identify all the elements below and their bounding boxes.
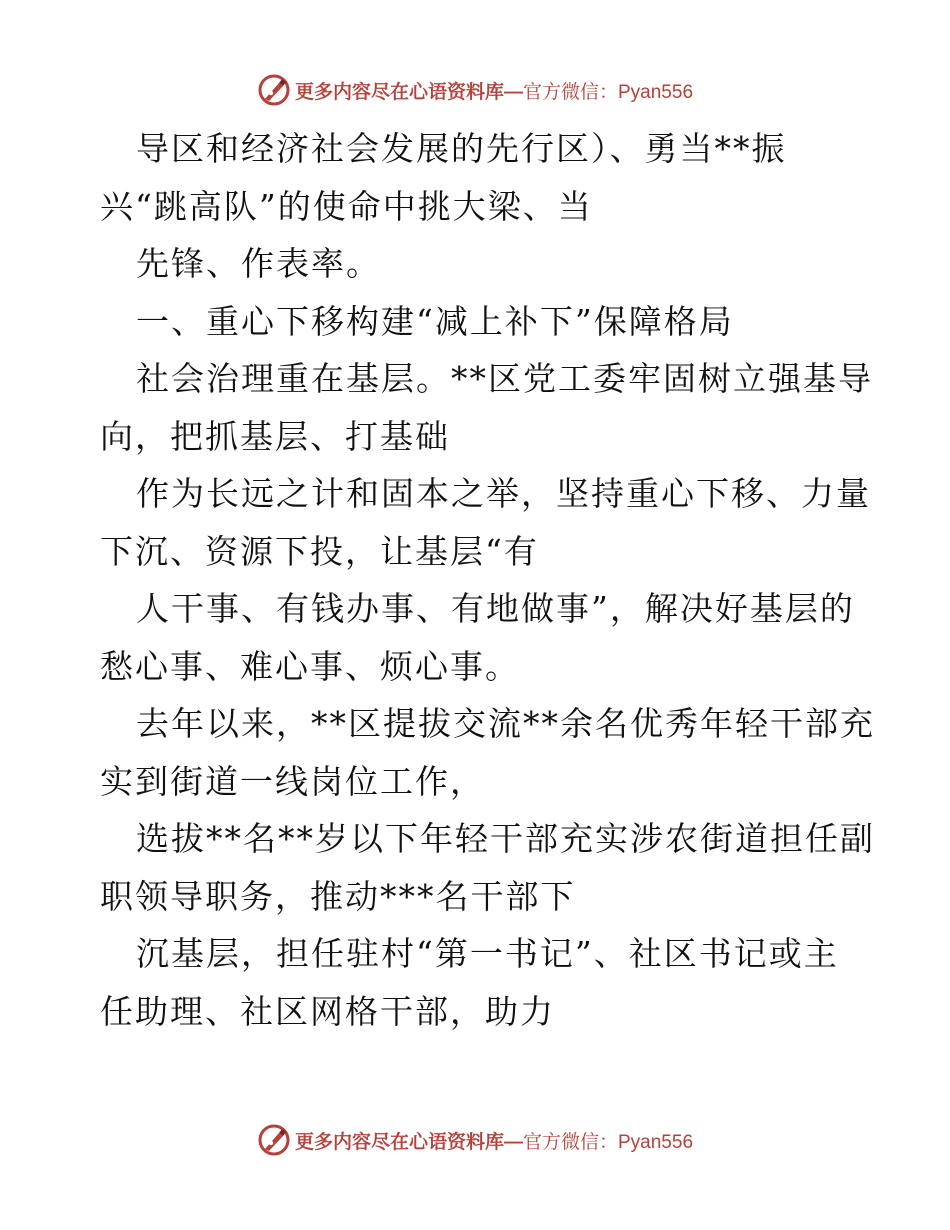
text-line: 向，把抓基层、打基础: [100, 416, 450, 456]
text-line: 实到街道一线岗位工作，: [100, 761, 485, 801]
text-line: 导区和经济社会发展的先行区）、勇当**振: [136, 129, 787, 168]
text-line: 选拔**名**岁以下年轻干部充实涉农街道担任副: [136, 819, 875, 858]
text-line: 一、重心下移构建“减上补下”保障格局: [136, 301, 734, 341]
watermark-text: 更多内容尽在心语资料库—官方微信：Pyan556: [294, 1131, 694, 1153]
text-line: 先锋、作表率。: [136, 244, 381, 283]
text-line: 任助理、社区网格干部，助力: [100, 991, 555, 1031]
text-line: 愁心事、难心事、烦心事。: [100, 646, 520, 686]
text-line: 下沉、资源下投，让基层“有: [100, 531, 539, 571]
text-line: 兴“跳高队”的使命中挑大梁、当: [100, 186, 593, 226]
text-line: 人干事、有钱办事、有地做事”，解决好基层的: [136, 589, 855, 628]
pen-logo-icon: [257, 1123, 291, 1157]
text-line: 去年以来，**区提拔交流**余名优秀年轻干部充: [136, 704, 875, 743]
pen-logo-icon: [257, 73, 291, 107]
document-body: [100, 120, 875, 1040]
watermark-text: 更多内容尽在心语资料库—官方微信：Pyan556: [294, 81, 694, 103]
text-line: 作为长远之计和固本之举，坚持重心下移、力量: [136, 474, 871, 513]
text-line: 社会治理重在基层。**区党工委牢固树立强基导: [136, 359, 873, 398]
text-line: 沉基层，担任驻村“第一书记”、社区书记或主: [136, 934, 839, 973]
footer-watermark: [0, 1118, 950, 1162]
text-line: 职领导职务，推动***名干部下: [100, 876, 576, 916]
header-watermark: [0, 68, 950, 112]
